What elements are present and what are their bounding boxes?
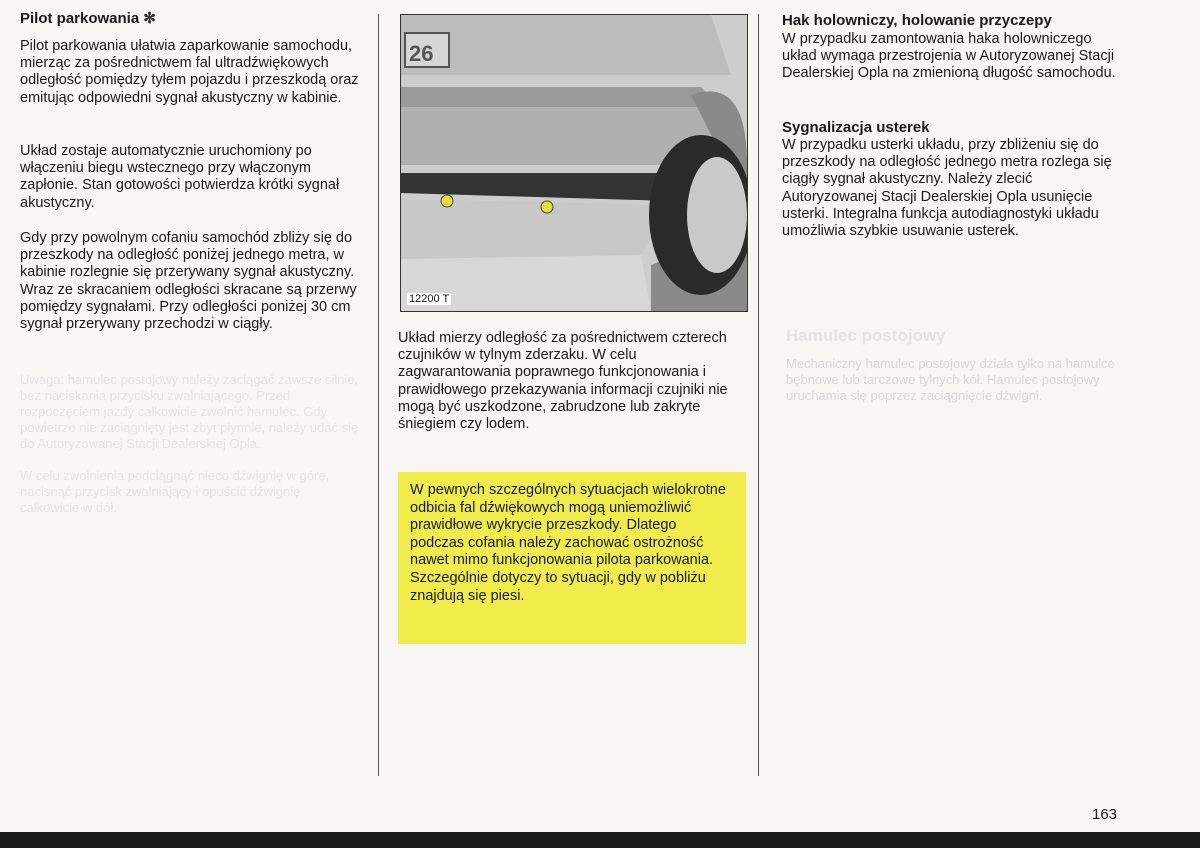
figure-caption: Układ mierzy odległość za pośrednictwem czterech czujników w tylnym zderzaku. W celu zagwarantowania poprawnego funkcjonowania i prawidłowego przekazywania informacji czujniki nie mogą być uszkodzone, zabrudzone lub zakryte śniegiem czy lodem. <box>398 330 728 433</box>
warning-text: W pewnych szczególnych sytuacjach wielokrotne odbicia fal dźwiękowych mogą uniemożliwić prawidłowe wykrycie przeszkody. Dlatego podczas cofania należy zachować ostrożność nawet mimo funkcjonowania pilota parkowania. Szczególnie dotyczy to sytuacji, gdy w pobliżu znajdują się piesi. <box>410 482 726 604</box>
paragraph-intro: Pilot parkowania ułatwia zaparkowanie samochodu, mierząc za pośrednictwem fal ultradźwiękowych odległość pomiędzy tyłem pojazdu i przeszkodą oraz emitując odpowiedni sygnał akustyczny w kabinie. <box>20 38 359 106</box>
warning-box <box>398 472 746 644</box>
scan-edge <box>0 832 1200 848</box>
section-title <box>20 10 156 28</box>
paragraph-signal: Gdy przy powolnym cofaniu samochód zbliży się do przeszkody na odległość poniżej jednego metra, w kabinie rozlegnie się przerywany sygnał akustyczny. Wraz ze skracaniem odległości skracane są przerwy pomiędzy sygnałami. Przy odległości poniżej 30 cm sygnał przerywany przechodzi w ciągły. <box>20 230 357 333</box>
showthrough-heading: Hamulec postojowy <box>786 326 946 345</box>
towbar-heading: Hak holowniczy, holowanie przyczepy <box>782 12 1052 29</box>
title-text: Pilot parkowania <box>20 10 140 27</box>
column-divider-left <box>378 14 379 776</box>
fault-heading: Sygnalizacja usterek <box>782 119 930 136</box>
towbar-paragraph: W przypadku zamontowania haka holowniczego układ wymaga przestrojenia w Autoryzowanej Stacji Dealerskiej Opla na zmienioną długość samochodu. <box>782 31 1116 82</box>
showthrough-text-left: Uwaga: hamulec postojowy należy zaciągać zawsze silnie, bez naciskania przycisku zwalniającego. Przed rozpoczęciem jazdy całkowicie zwolnić hamulec. Gdy powietrze nie zaciągnięty jest zbyt płynnie, należy udać się do Autoryzowanej Stacji Dealerskiej Opla. W celu zwolnienia podciągnąć nieco dźwignię w górę, nacisnąć przycisk zwalniający i opuścić dźwignię całkowicie w dół. <box>20 372 359 515</box>
page-number: 163 <box>1092 806 1118 823</box>
figure-label: 12200 T <box>409 293 450 305</box>
showthrough-text: Mechaniczny hamulec postojowy działa tylko na hamulce bębnowe lub tarczowe tylnych kół. Hamulec postojowy uruchamia się poprzez zaciągnięcie dźwigni. <box>786 356 1115 403</box>
parking-sensor-figure <box>400 14 748 312</box>
column-divider-right <box>758 14 759 776</box>
rear-bumper-illustration <box>401 15 747 311</box>
paragraph-activation: Układ zostaje automatycznie uruchomiony po włączeniu biegu wstecznego przy włączonym zapłonie. Stan gotowości potwierdza krótki sygnał akustyczny. <box>20 143 340 211</box>
asterisk-icon: ✻ <box>143 10 156 27</box>
fault-paragraph: W przypadku usterki układu, przy zbliżeniu się do przeszkody na odległość jednego metra rozlega się ciągły sygnał akustyczny. Należy zlecić Autoryzowanej Stacji Dealerskiej Opla usunięcie usterki. Integralna funkcja autodiagnostyki układu umożliwia szybkie usuwanie usterek. <box>782 137 1112 240</box>
svg-text:26: 26 <box>409 41 434 66</box>
